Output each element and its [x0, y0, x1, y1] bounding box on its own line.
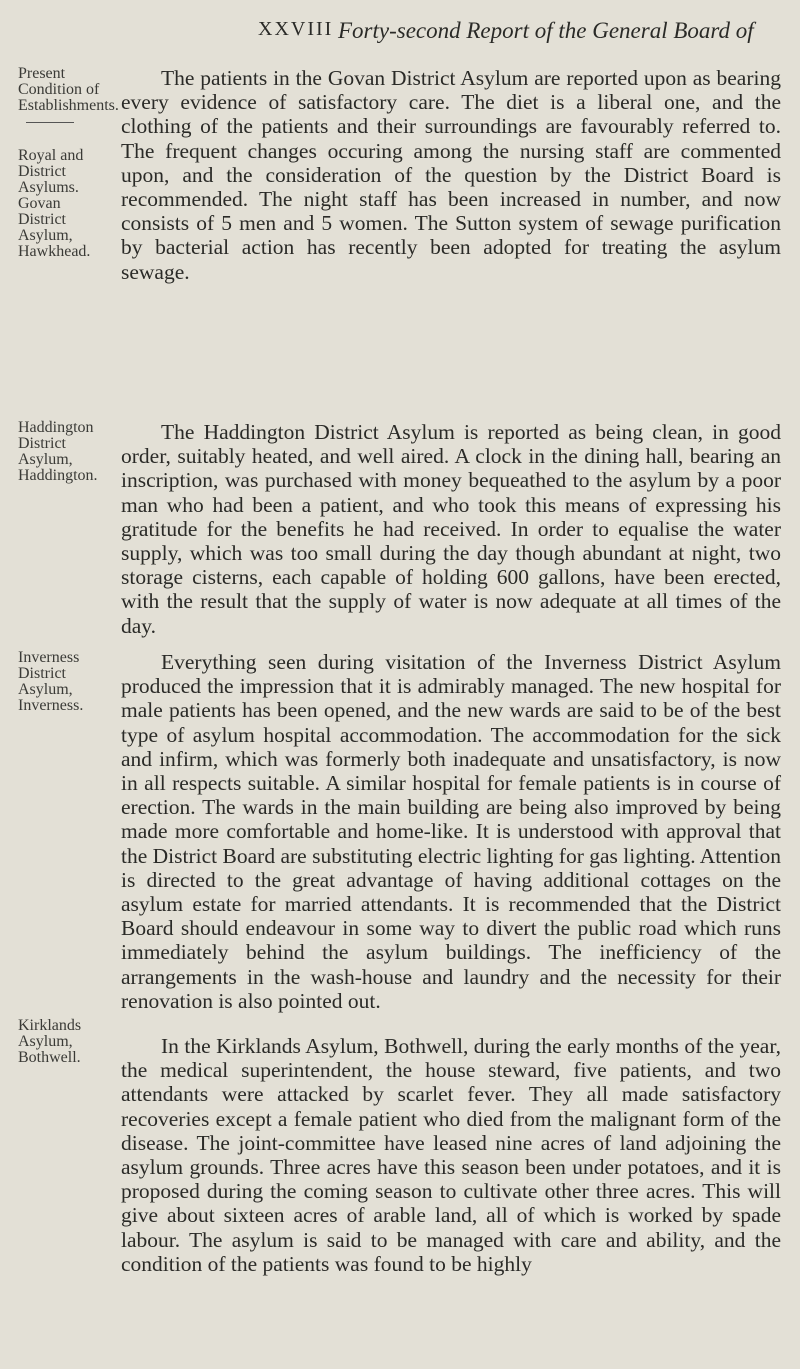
margin-note-kirklands	[18, 1018, 110, 1066]
margin-note-text: Royal and District Asylums.	[18, 147, 84, 196]
margin-note-text: Govan District Asylum, Hawkhead.	[18, 195, 91, 260]
paragraph-kirklands: In the Kirklands Asylum, Bothwell, during the early months of the year, the medical superintendent, the house steward, five patients, and two attendants were attacked by scarlet fever. They all made satisfactory recoveries except a female patient who died from the malignant form of the disease. The joint-committee have leased nine acres of land adjoining the asylum grounds. Three acres have this season been under potatoes, and it is proposed during the coming season to cultivate other three acres. This will give about sixteen acres of arable land, all of which is worked by spade labour. The asylum is said to be managed with care and ability, and the condition of the patients was found to be highly	[121, 1034, 781, 1276]
margin-note-govan	[18, 196, 110, 260]
running-title: Forty-second Report of the General Board of	[338, 18, 754, 43]
paragraph-inverness: Everything seen during visitation of the Inverness District Asylum produced the impression that it is admirably managed. The new hospital for male patients has been opened, and the new wards are said to be of the best type of asylum hospital accommodation. The accommodation for the sick and infirm, which was formerly both inadequate and unsatisfactory, is now in all respects suitable. A similar hospital for female patients is in course of erection. The wards in the main building are being also improved by being made more comfortable and home-like. It is understood with approval that the District Board are substituting electric lighting for gas lighting. Attention is directed to the great advantage of having additional cottages on the asylum estate for married attendants. It is recommended that the District Board should endeavour in some way to divert the public road which runs immediately behind the asylum buildings. The inefficiency of the arrangements in the wash-house and laundry and the necessity for their renovation is also pointed out.	[121, 650, 781, 1013]
margin-note-haddington	[18, 420, 110, 484]
margin-note-present-condition	[18, 65, 119, 129]
margin-note-royal-district	[18, 148, 110, 196]
page-number: XXVIII	[258, 18, 334, 40]
margin-note-text: Kirklands Asylum, Bothwell.	[18, 1017, 82, 1066]
margin-note-text: Haddington District Asylum, Haddington.	[18, 419, 98, 484]
margin-note-inverness	[18, 650, 110, 714]
margin-rule	[26, 122, 74, 123]
paragraph-haddington: The Haddington District Asylum is reported as being clean, in good order, suitably heated, and well aired. A clock in the dining hall, bearing an inscription, was purchased with money bequeathed to the asylum by a poor man who had been a patient, and who took this means of expressing his gratitude for the benefits he had received. In order to equalise the water supply, which was too small during the day though abundant at night, two storage cisterns, each capable of holding 600 gallons, have been erected, with the result that the supply of water is now adequate at all times of the day.	[121, 420, 781, 638]
page-header	[0, 12, 800, 52]
margin-note-text: Present Condition of Establishments.	[18, 65, 119, 114]
margin-note-text: Inverness District Asylum, Inverness.	[18, 649, 84, 714]
paragraph-govan: The patients in the Govan District Asylum are reported upon as bearing every evidence of satisfactory care. The diet is a liberal one, and the clothing of the patients and their surroundings are favourably referred to. The frequent changes occuring among the nursing staff are commented upon, and the consideration of the question by the District Board is recommended. The night staff has been increased in number, and now consists of 5 men and 5 women. The Sutton system of sewage purification by bacterial action has recently been adopted for treating the asylum sewage.	[121, 66, 781, 284]
